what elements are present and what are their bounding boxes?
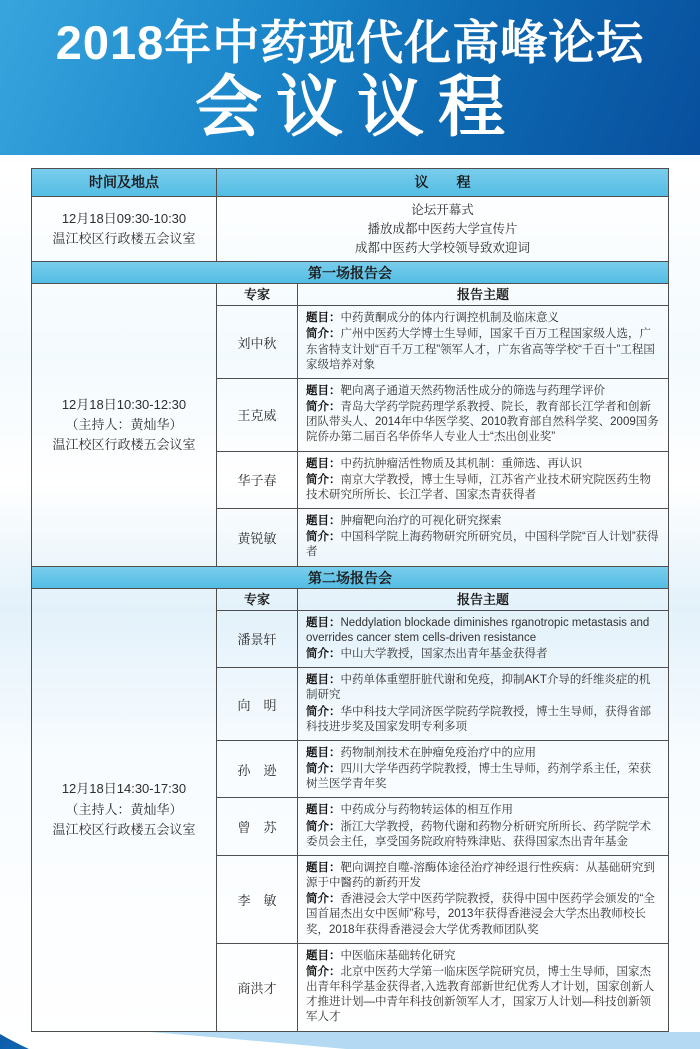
session-location: 温江校区行政楼五会议室 bbox=[52, 821, 196, 837]
talk-content bbox=[297, 741, 668, 798]
title-prefix: 题目： bbox=[306, 861, 341, 874]
intro-prefix: 简介： bbox=[306, 763, 341, 776]
expert-name: 曾 苏 bbox=[237, 820, 277, 836]
expert-name: 黄锐敏 bbox=[237, 530, 277, 546]
session-host: （主持人：黄灿华） bbox=[65, 801, 183, 817]
session-1-band: 第一场报告会 bbox=[31, 261, 669, 284]
expert-name: 孙 逊 bbox=[237, 762, 277, 778]
talk-content bbox=[297, 611, 668, 668]
agenda-column-header: 议 程 bbox=[216, 169, 668, 196]
talk-row bbox=[217, 740, 668, 798]
talk-title: 靶向调控自噬-溶酶体途径治疗神经退行性疾病：从基础研究到源于中醫药的新药开发 bbox=[306, 861, 655, 890]
session-2-talks bbox=[216, 589, 668, 1031]
intro-prefix: 简介： bbox=[306, 473, 341, 486]
talk-row bbox=[217, 611, 668, 668]
title-prefix: 题目： bbox=[306, 949, 341, 962]
intro-prefix: 简介： bbox=[306, 328, 341, 341]
talk-row bbox=[217, 943, 668, 1031]
session-2-time-location bbox=[32, 589, 216, 1031]
title-prefix: 题目： bbox=[306, 384, 341, 397]
expert-column-header: 专家 bbox=[243, 287, 270, 303]
intro-prefix: 简介： bbox=[306, 401, 341, 414]
talk-intro: 香港浸会大学中医药学院教授，获得中国中医药学会颁发的“全国首届杰出女中医师”称号，2013年获得香港浸会大学杰出教师校长奖，2018年获得香港浸会大学优秀教师团队奖 bbox=[306, 893, 655, 936]
talk-row bbox=[217, 797, 668, 855]
talk-intro: 四川大学华西药学院教授，博士生导师，药剂学系主任，荣获树兰医学青年奖 bbox=[306, 763, 651, 791]
expert-name: 商洪才 bbox=[237, 980, 277, 996]
forum-title: 2018年中药现代化高峰论坛 bbox=[55, 15, 645, 69]
talk-intro: 中国科学院上海药物研究所研究员，中国科学院“百人计划”获得者 bbox=[306, 531, 659, 559]
talk-row bbox=[217, 508, 668, 566]
title-prefix: 题目： bbox=[306, 746, 341, 759]
agenda-table bbox=[31, 169, 669, 1032]
expert-column-header: 专家 bbox=[243, 591, 270, 607]
session-time: 12月18日14:30-17:30 bbox=[61, 781, 187, 797]
intro-prefix: 简介： bbox=[306, 965, 341, 978]
talk-title: 药物制剂技术在肿瘤免疫治疗中的应用 bbox=[340, 746, 536, 759]
session-time: 12月18日10:30-12:30 bbox=[61, 396, 187, 412]
talk-content bbox=[297, 379, 668, 451]
talk-title: 中药单体重塑肝脏代谢和免疫，抑制AKT介导的纤维炎症的机制研究 bbox=[306, 674, 651, 702]
talk-intro: 北京中医药大学第一临床医学院研究员，博士生导师，国家杰出青年科学基金获得者,入选教育部新世纪优秀人才计划，国家创新人才推进计划—中青年科技创新领军人才，国家万人计划—科技创新领军人才 bbox=[306, 965, 655, 1024]
title-prefix: 题目： bbox=[306, 674, 341, 687]
talk-intro: 中山大学教授，国家杰出青年基金获得者 bbox=[340, 648, 548, 660]
title-prefix: 题目： bbox=[306, 616, 341, 629]
talk-title: 中医临床基础转化研究 bbox=[340, 949, 456, 962]
talks-header-row bbox=[217, 589, 668, 611]
talk-intro: 华中科技大学同济医学院药学院教授，博士生导师，获得省部科技进步奖及国家发明专利多项 bbox=[306, 705, 651, 733]
time-location-column-header: 时间及地点 bbox=[32, 169, 216, 196]
column-header-row bbox=[32, 169, 668, 196]
opening-time-location bbox=[32, 197, 216, 261]
session-2-table bbox=[31, 588, 669, 1032]
opening-location: 温江校区行政楼五会议室 bbox=[52, 231, 196, 247]
talk-title: Neddylation blockade diminishes rganotropic metastasis and overrides cancer stem cells-driven resistance bbox=[306, 616, 650, 644]
talk-intro: 青岛大学药学院药理学系教授、院长，教育部长江学者和创新团队带头人、2014年中华医学奖、2010教育部自然科学奖、2009国务院侨办第二届百名华侨华人专业人士“杰出创业奖” bbox=[306, 401, 659, 444]
talk-content bbox=[297, 668, 668, 740]
expert-name: 李 敏 bbox=[237, 892, 277, 908]
intro-prefix: 简介： bbox=[306, 893, 341, 906]
title-prefix: 题目： bbox=[306, 312, 341, 325]
talk-title: 中药黄酮成分的体内行调控机制及临床意义 bbox=[340, 312, 559, 325]
intro-prefix: 简介： bbox=[306, 648, 341, 660]
talk-intro: 南京大学教授，博士生导师，江苏省产业技术研究院医药生物技术研究所所长、长江学者、国家杰青获得者 bbox=[306, 473, 651, 501]
intro-prefix: 简介： bbox=[306, 531, 341, 544]
topic-column-header: 报告主题 bbox=[297, 284, 668, 305]
talk-row bbox=[217, 855, 668, 943]
talk-intro: 浙江大学教授，药物代谢和药物分析研究所所长、药学院学术委员会主任，享受国务院政府特殊津贴、获得国家杰出青年基金 bbox=[306, 820, 651, 848]
talk-title: 靶向离子通道天然药物活性成分的筛选与药理学评价 bbox=[340, 384, 605, 397]
agenda-title: 会议议程 bbox=[195, 69, 519, 145]
talk-content bbox=[297, 944, 668, 1031]
expert-name: 潘景轩 bbox=[237, 632, 277, 648]
opening-item: 播放成都中医药大学宣传片 bbox=[367, 221, 518, 236]
talk-content bbox=[297, 306, 668, 378]
talk-title: 中药抗肿瘤活性物质及其机制：重筛选、再认识 bbox=[340, 457, 582, 470]
talk-content bbox=[297, 452, 668, 509]
expert-name: 华子春 bbox=[237, 473, 277, 489]
talk-content bbox=[297, 509, 668, 566]
talk-row bbox=[217, 378, 668, 451]
poster-banner bbox=[0, 0, 700, 155]
wave-decoration bbox=[0, 1032, 700, 1049]
intro-prefix: 简介： bbox=[306, 820, 341, 833]
title-prefix: 题目： bbox=[306, 804, 341, 817]
session-host: （主持人：黄灿华） bbox=[65, 416, 183, 432]
talk-row bbox=[217, 451, 668, 509]
talk-title: 中药成分与药物转运体的相互作用 bbox=[340, 804, 513, 817]
expert-name: 向 明 bbox=[237, 697, 277, 713]
opening-item: 论坛开幕式 bbox=[411, 203, 474, 217]
opening-item: 成都中医药大学校领导致欢迎词 bbox=[354, 240, 530, 255]
talk-intro: 广州中医药大学博士生导师，国家千百万工程国家级人选，广东省特支计划“百千万工程”领军人才，广东省高等学校“千百十”工程国家级培养对象 bbox=[306, 328, 655, 371]
opening-time: 12月18日09:30-10:30 bbox=[61, 210, 187, 226]
topic-column-header: 报告主题 bbox=[297, 589, 668, 610]
agenda-header-table bbox=[31, 168, 669, 262]
expert-name: 刘中秋 bbox=[237, 335, 277, 351]
session-location: 温江校区行政楼五会议室 bbox=[52, 437, 196, 453]
talk-content bbox=[297, 798, 668, 855]
opening-agenda-items bbox=[216, 197, 668, 261]
talk-row bbox=[217, 667, 668, 740]
expert-name: 王克威 bbox=[237, 408, 277, 424]
opening-row bbox=[32, 196, 668, 261]
intro-prefix: 简介： bbox=[306, 705, 341, 718]
talk-title: 肿瘤靶向治疗的可视化研究探索 bbox=[340, 515, 502, 528]
session-1-talks bbox=[216, 284, 668, 565]
title-prefix: 题目： bbox=[306, 515, 341, 528]
session-2-band: 第二场报告会 bbox=[31, 566, 669, 589]
talk-content bbox=[297, 856, 668, 943]
talk-row bbox=[217, 306, 668, 378]
title-prefix: 题目： bbox=[306, 457, 341, 470]
talks-header-row bbox=[217, 284, 668, 306]
session-1-table bbox=[31, 283, 669, 566]
session-1-time-location bbox=[32, 284, 216, 565]
